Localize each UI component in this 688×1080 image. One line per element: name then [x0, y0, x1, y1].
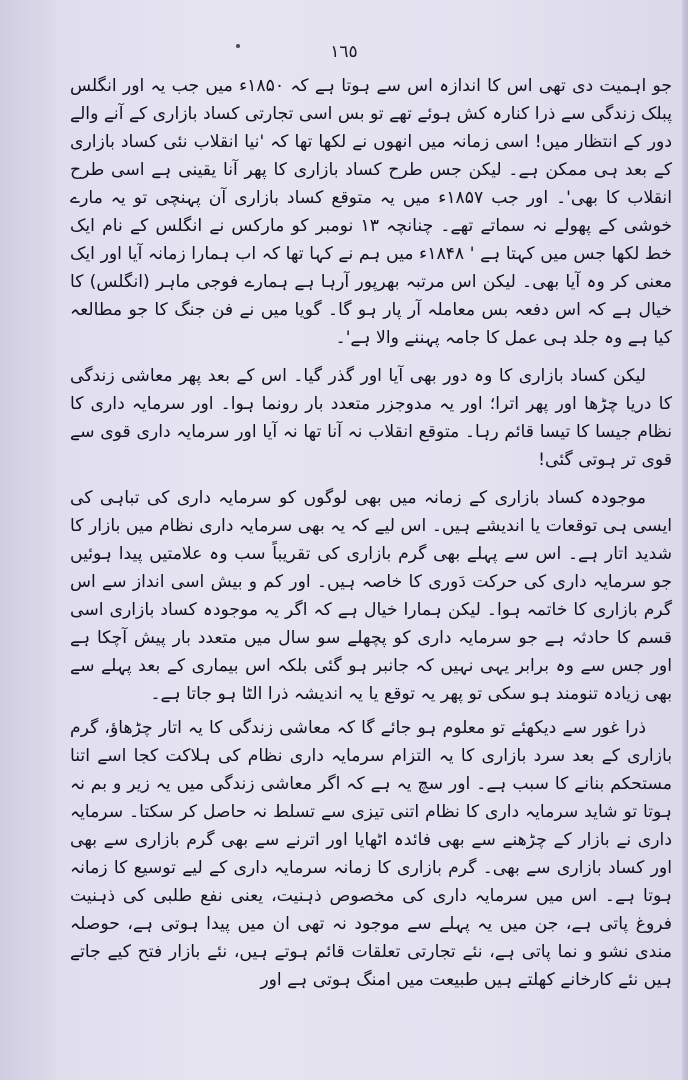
body-text [70, 72, 672, 1000]
paragraph-2: لیکن کساد بازاری کا وہ دور بھی آیا اور گذر گیا۔ اس کے بعد پھر معاشی زندگی کا دریا چڑھا اور پھر اترا؛ اور یہ مدوجزر متعدد بار رونما ہوا۔ اور سرمایہ داری کا نظام جیسا کا تیسا قائم رہا۔ متوقع انقلاب نہ آنا تھا نہ آیا اور سرمایہ داری قوی سے قوی تر ہوتی گئی! [70, 366, 672, 470]
paragraph-4: ذرا غور سے دیکھئے تو معلوم ہو جائے گا کہ معاشی زندگی کا یہ اتار چڑھاؤ، گرم بازاری کے بعد سرد بازاری کا یہ التزام سرمایہ داری نظام کی ہلاکت کجا اسے اتنا مستحکم بنانے کا سبب ہے۔ اور سچ یہ ہے کہ اگر معاشی زندگی میں یہ زیر و بم نہ ہوتا تو شاید سرمایہ داری کا نظام اتنی تیزی سے تسلط نہ حاصل کر سکتا۔ سرمایہ داری نے بازار کے چڑھنے سے بھی فائدہ اٹھایا اور اترنے سے بھی گرم بازاری سے بھی اور کساد بازاری سے بھی۔ گرم بازاری کا زمانہ سرمایہ داری کے لیے توسیع کا زمانہ ہوتا ہے۔ اس میں سرمایہ داری کی مخصوص ذہنیت، یعنی نفع طلبی کی ذہنیت فروغ پاتی ہے، جن میں یہ پہلے سے موجود نہ تھی ان میں پیدا ہوتی ہے، حوصلہ مندی نشو و نما پاتی ہے، نئے تجارتی تعلقات قائم ہوتے ہیں، نئے بازار فتح کیے جاتے ہیں نئے کارخانے کھلتے ہیں طبیعت میں امنگ ہوتی ہے اور [70, 718, 672, 990]
paragraph-3: موجودہ کساد بازاری کے زمانہ میں بھی لوگوں کو سرمایہ داری کی تباہی کی ایسی ہی توقعات یا اندیشے ہیں۔ اس لیے کہ یہ بھی سرمایہ داری نظام میں بازار کا شدید اتار ہے۔ اس سے پہلے بھی گرم بازاری کی تقریباً سب وہ علامتیں پیدا ہوئیں جو سرمایہ داری کی حرکت دَوری کا خاصہ ہیں۔ اور کم و بیش اسی انداز سے اس گرم بازاری کا خاتمہ ہوا۔ لیکن ہمارا خیال ہے کہ اگر یہ موجودہ کساد بازاری اسی قسم کا حادثہ ہے جو سرمایہ داری کو پچھلے سو سال میں متعدد بار پیش آچکا ہے اور جس سے وہ برابر یہی نہیں کہ جانبر ہو گئی بلکہ اس بیماری کے بعد پہلے سے بھی زیادہ تنومند ہو سکی تو پھر یہ توقع یا یہ اندیشہ ذرا الٹا ہو جاتا ہے۔ [70, 488, 672, 704]
page-number: ١٦٥ [330, 42, 358, 62]
page-edge [682, 0, 688, 1080]
page-gutter-shadow [0, 0, 56, 1080]
paragraph-1: جو اہمیت دی تھی اس کا اندازہ اس سے ہوتا ہے کہ ۱۸۵۰ء میں جب یہ اور انگلس پبلک زندگی سے ذرا کنارہ کش ہوئے تھے تو بس اسی تجارتی کساد بازاری کے آنے والے دور کے انتظار میں! اسی زمانہ میں انھوں نے لکھا تھا کہ 'نیا انقلاب نئی کساد بازاری کے بعد ہی ممکن ہے۔ لیکن جس طرح کساد بازاری کا پھر آنا یقینی ہے اسی طرح انقلاب کا بھی'۔ اور جب ۱۸۵۷ء میں یہ متوقع کساد بازاری آن پہنچی تو یہ مارے خوشی کے پھولے نہ سماتے تھے۔ چنانچہ ۱۳ نومبر کو مارکس نے انگلس کے نام ایک خط لکھا جس میں کہتا ہے ' ۱۸۴۸ء میں ہم نے کہا تھا کہ اب ہمارا زمانہ آیا اور ایک معنی کر وہ آیا بھی۔ لیکن اس مرتبہ بھرپور آرہا ہے ہمارے فوجی ماہر (انگلس) کا خیال ہے کہ اس دفعہ بس معاملہ آر پار ہو گا۔ گویا میں نے فن جنگ کا جو مطالعہ کیا ہے وہ جلد ہی عمل کا جامہ پہننے والا ہے'۔ [70, 76, 673, 348]
